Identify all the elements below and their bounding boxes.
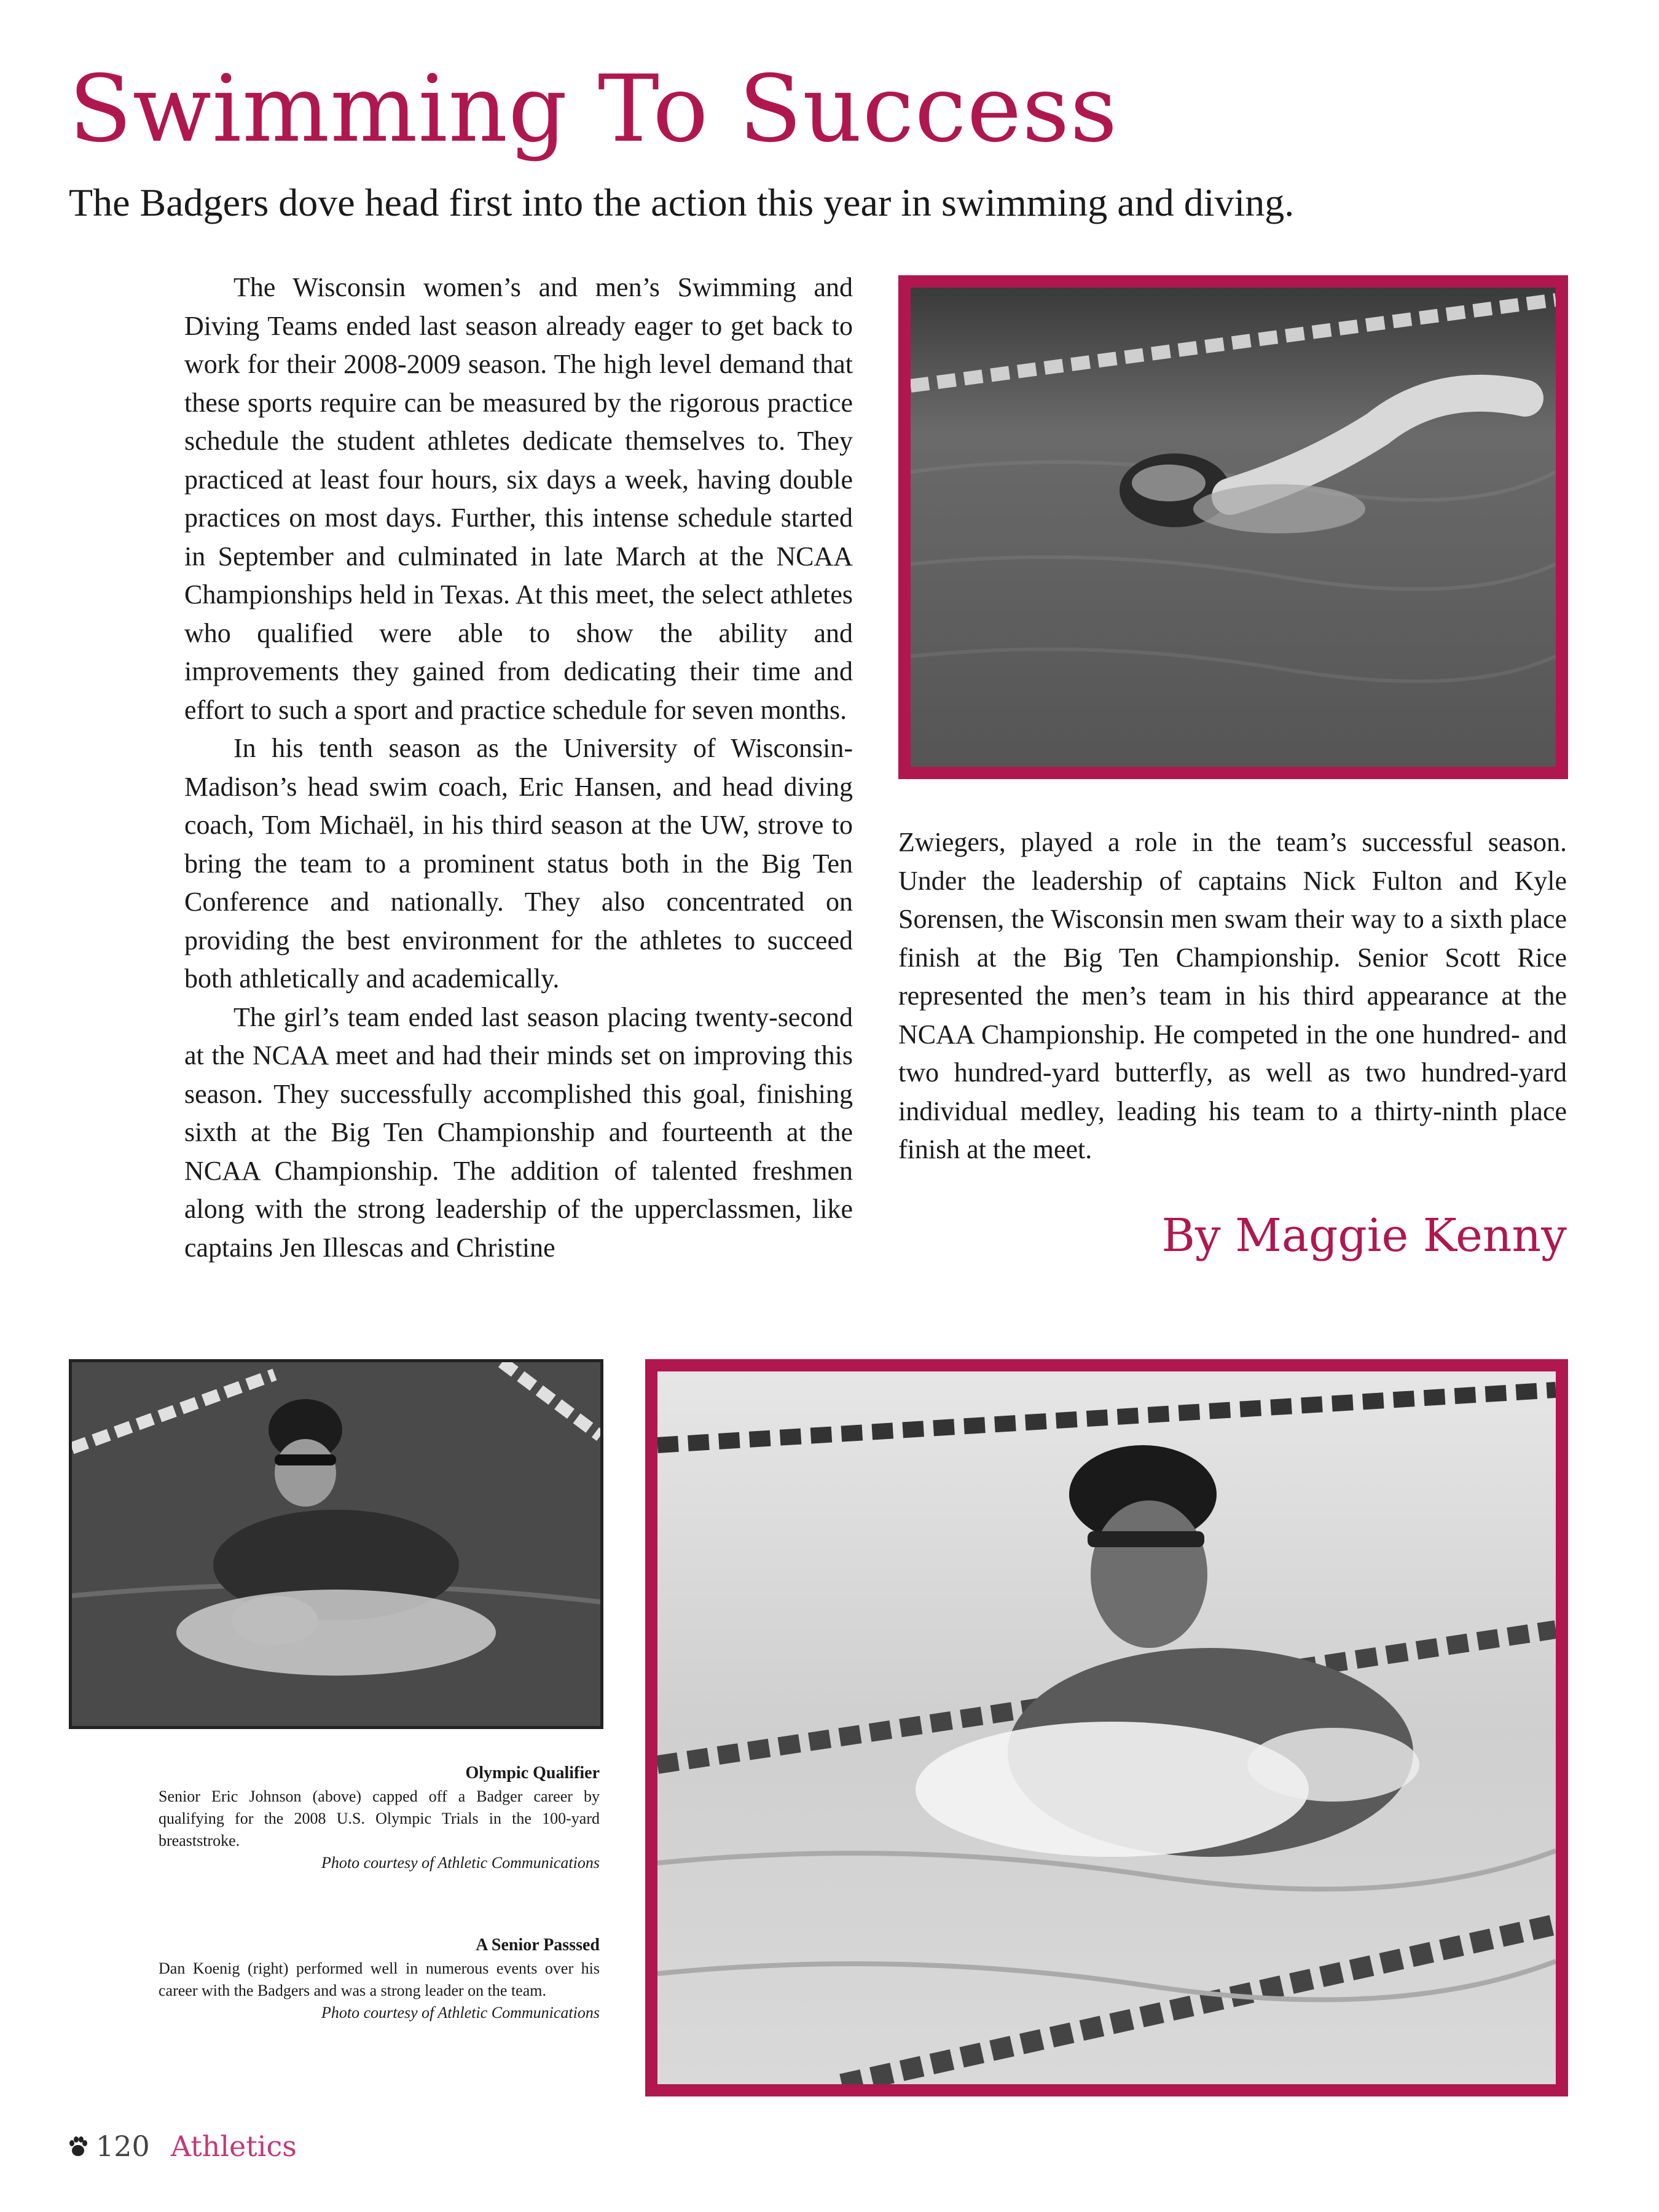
caption-text: Senior Eric Johnson (above) capped off a Badger career by qualifying for the 2008 U.S. Olympic Trials in the 100-yard breaststroke. [159,1787,600,1849]
paw-print-icon [69,2136,87,2157]
article-paragraph: The girl’s team ended last season placing twenty-second at the NCAA meet and had their minds set on improving this season. They successfully accomplished this goal, finishing sixth at the Big Ten Championship and fourteenth at the NCAA Championship. The addition of talented freshmen along with the strong leadership of the upperclassmen, like captains Jen Illescas and Christine [184,1002,853,1263]
article-paragraph: The Wisconsin women’s and men’s Swimming and Diving Teams ended last season already eager to get back to work for their 2008-2009 season. The high level demand that these sports require can be measured by the rigorous practice schedule the student athletes dedicate themselves to. They practiced at least four hours, six days a week, having double practices on most days. Further, this intense schedule started in September and culminated in late March at the NCAA Championships held in Texas. At this meet, the select athletes who qualified were able to show the ability and improvements they gained from dedicating their time and effort to such a sport and practice schedule for seven months. [184,272,853,725]
photo-caption [159,1934,600,2024]
byline: By Maggie Kenny [1161,1209,1567,1262]
freestyle-swimmer-photo [898,275,1568,779]
article-paragraph: Zwiegers, played a role in the team’s successful season. Under the leadership of captains Nick Fulton and Kyle Sorensen, the Wisconsin men swam their way to a sixth place finish at the Big Ten Championship. Senior Scott Rice represented the men’s team in his third appearance at the NCAA Championship. He competed in the one hundred- and two hundred-yard butterfly, as well as two hundred-yard individual medley, leading his team to a thirty-ninth place finish at the meet. [898,827,1567,1164]
caption-credit: Photo courtesy of Athletic Communications [321,1854,600,1872]
breaststroke-swimmer-photo [69,1359,603,1729]
article-right-column [898,823,1567,1169]
butterfly-swimmer-photo [645,1359,1568,2096]
section-name: Athletics [170,2130,297,2163]
page-subtitle: The Badgers dove head first into the action this year in swimming and diving. [69,181,1295,224]
butterfly-swimmer-illustration [657,1371,1556,2084]
caption-text: Dan Koenig (right) performed well in numerous events over his career with the Badgers and was a strong leader on the team. [159,1959,600,1999]
caption-credit: Photo courtesy of Athletic Communications [321,2004,600,2022]
caption-title: A Senior Passsed [476,1936,600,1955]
breaststroke-swimmer-illustration [72,1362,600,1726]
page-footer [69,2130,297,2163]
freestyle-swimmer-illustration [911,288,1556,767]
caption-title: Olympic Qualifier [465,1763,600,1783]
page-title: Swimming To Success [69,56,1118,163]
page-number: 120 [96,2130,150,2163]
article-paragraph: In his tenth season as the University of Wisconsin-Madison’s head swim coach, Eric Hansen, and head diving coach, Tom Michaël, in his third season at the UW, strove to bring the team to a prominent status both in the Big Ten Conference and nationally. They also concentrated on providing the best environment for the athletes to succeed both athletically and academically. [184,733,853,994]
photo-caption [159,1762,600,1874]
article-left-column [184,269,853,1267]
